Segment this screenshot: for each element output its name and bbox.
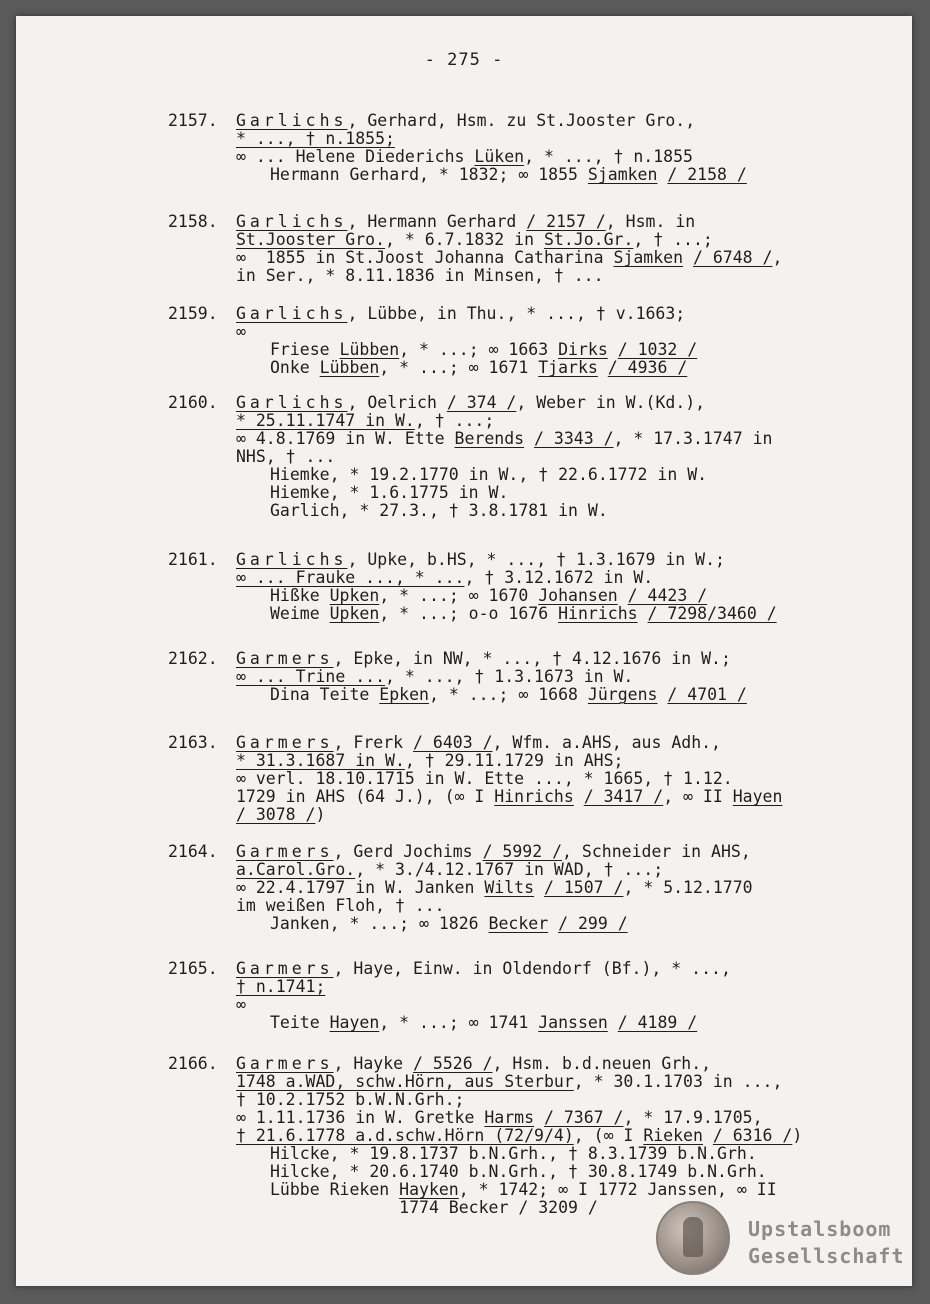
text-segment: [534, 1108, 544, 1127]
entry-line: [236, 448, 888, 466]
text-segment: ∞ 1855 in St.Joost Johanna Catharina: [236, 248, 614, 267]
text-segment: / 5526 /: [413, 1054, 493, 1073]
text-segment: NHS, † ...: [236, 447, 336, 466]
entry-number: 2157.: [168, 111, 218, 130]
entry-number: 2161.: [168, 550, 218, 569]
entry-number: 2166.: [168, 1054, 218, 1073]
text-segment: Hayken: [399, 1180, 459, 1199]
text-segment: / 4189 /: [617, 1013, 698, 1032]
text-segment: St.Jooster Gro.: [236, 230, 386, 249]
text-segment: Becker: [488, 914, 549, 933]
text-segment: Jürgens: [587, 685, 658, 704]
text-segment: Hilcke, * 19.8.1737 b.N.Grh., † 8.3.1739 b.N.Grh.: [270, 1144, 757, 1163]
document-page: [16, 16, 912, 1286]
family-name: Garlichs: [236, 212, 348, 231]
entry-body: [236, 843, 888, 933]
text-segment: , † 3.12.1672 in W.: [464, 568, 654, 587]
text-segment: , Weber in W.(Kd.),: [516, 393, 706, 412]
text-segment: Hayen: [732, 787, 783, 806]
text-segment: [657, 165, 667, 184]
text-segment: [608, 1013, 618, 1032]
text-segment: Sjamken: [587, 165, 658, 184]
text-segment: Hilcke, * 20.6.1740 b.N.Grh., † 30.8.1749 b.N.Grh.: [270, 1162, 767, 1181]
entry-line: [236, 650, 888, 668]
child-line: [236, 484, 888, 502]
text-segment: Hiemke, * 19.2.1770 in W., † 22.6.1772 in W.: [270, 465, 708, 484]
text-segment: / 4423 /: [627, 586, 708, 605]
text-segment: in Ser., * 8.11.1836 in Minsen, † ...: [236, 266, 604, 285]
entry-line: [236, 1073, 888, 1091]
text-segment: , Lübbe, in Thu., * ..., † v.1663;: [347, 304, 686, 323]
text-segment: / 4936 /: [607, 358, 688, 377]
text-segment: / 5992 /: [482, 842, 563, 861]
text-segment: * 31.3.1687 in W.: [236, 751, 405, 770]
child-line: [236, 1199, 888, 1217]
text-segment: ∞ ... Helene Diederichs: [236, 147, 475, 166]
text-segment: , Haye, Einw. in Oldendorf (Bf.), * ...,: [333, 959, 731, 978]
text-segment: Lüken: [474, 147, 525, 166]
entry-body: [236, 650, 888, 704]
text-segment: Hinrichs: [494, 787, 574, 806]
text-segment: , * ...; ∞ 1670: [379, 586, 539, 605]
society-logo-text: [748, 1216, 905, 1270]
text-segment: [608, 340, 618, 359]
text-segment: , * 30.1.1703 in ...,: [573, 1072, 783, 1091]
family-name: Garmers: [236, 649, 334, 668]
entry-line: [236, 412, 888, 430]
text-segment: ∞ 4.8.1769 in W. Ette: [236, 429, 455, 448]
text-segment: , ∞ II: [663, 787, 733, 806]
text-segment: / 2157 /: [526, 212, 606, 231]
text-segment: Hiemke, * 1.6.1775 in W.: [270, 483, 509, 502]
text-segment: ∞ ... Trine ...: [236, 667, 386, 686]
text-segment: Dirks: [558, 340, 608, 359]
text-segment: Wilts: [484, 878, 535, 897]
text-segment: / 6748 /: [692, 248, 773, 267]
entry-line: [236, 551, 888, 569]
text-segment: ∞ 1.11.1736 in W. Gretke: [236, 1108, 485, 1127]
seal-icon: [656, 1201, 730, 1275]
text-segment: 1748 a.WAD, schw.Hörn, aus Sterbur: [236, 1072, 574, 1091]
entry-number: 2163.: [168, 733, 218, 752]
entry-line: [236, 267, 888, 285]
entry-body: [236, 734, 888, 824]
family-name: Garmers: [236, 959, 334, 978]
entry-number: 2164.: [168, 842, 218, 861]
text-segment: Johansen: [538, 586, 618, 605]
entry-line: [236, 770, 888, 788]
text-segment: / 3417 /: [583, 787, 664, 806]
text-segment: , Wfm. a.AHS, aus Adh.,: [492, 733, 721, 752]
text-segment: † 10.2.1752 b.W.N.Grh.;: [236, 1090, 465, 1109]
child-line: [236, 605, 888, 623]
text-segment: , † ...;: [414, 411, 495, 430]
text-segment: Upken: [329, 586, 380, 605]
text-segment: , Hayke: [333, 1054, 414, 1073]
text-segment: ∞ 22.4.1797 in W. Janken: [236, 878, 485, 897]
child-line: [236, 359, 888, 377]
family-name: Garlichs: [236, 550, 348, 569]
entry-line: [236, 394, 888, 412]
text-segment: Weime: [270, 604, 330, 623]
text-segment: im weißen Floh, † ...: [236, 896, 445, 915]
text-segment: St.Jo.Gr.: [543, 230, 634, 249]
text-segment: Sjamken: [613, 248, 684, 267]
text-segment: Tjarks: [538, 358, 598, 377]
text-segment: [524, 429, 534, 448]
text-segment: , * 1742; ∞ I 1772 Janssen, ∞ II: [458, 1180, 777, 1199]
text-segment: Teite: [270, 1013, 330, 1032]
text-segment: , * ..., † n.1855: [524, 147, 693, 166]
text-segment: [534, 878, 544, 897]
text-segment: Dina Teite: [270, 685, 380, 704]
entry-body: [236, 394, 888, 520]
entry-line: [236, 305, 888, 323]
text-segment: , Oelrich: [347, 393, 447, 412]
text-segment: , (∞ I: [573, 1126, 644, 1145]
entry-body: [236, 213, 888, 285]
text-segment: / 7367 /: [543, 1108, 624, 1127]
entry-line: [236, 249, 888, 267]
child-line: [236, 1145, 888, 1163]
entry-number: 2162.: [168, 649, 218, 668]
text-segment: ∞: [236, 322, 246, 341]
entry-body: [236, 305, 888, 377]
text-segment: [548, 914, 558, 933]
entry-line: [236, 231, 888, 249]
entry-number: 2165.: [168, 959, 218, 978]
text-segment: , Epke, in NW, * ..., † 4.12.1676 in W.;: [333, 649, 731, 668]
logo-line-2: Gesellschaft: [748, 1244, 905, 1268]
entry-line: [236, 569, 888, 587]
text-segment: ∞ ... Frauke ..., * ...: [236, 568, 465, 587]
text-segment: 1774 Becker / 3209 /: [270, 1198, 598, 1217]
entry-line: [236, 752, 888, 770]
text-segment: [657, 685, 667, 704]
family-name: Garmers: [236, 842, 334, 861]
text-segment: Rieken: [643, 1126, 703, 1145]
text-segment: , Hsm. b.d.neuen Grh.,: [492, 1054, 712, 1073]
text-segment: Hermann Gerhard, * 1832; ∞ 1855: [270, 165, 588, 184]
entry-line: [236, 148, 888, 166]
text-segment: , Gerd Jochims: [333, 842, 483, 861]
entry-line: [236, 861, 888, 879]
child-line: [236, 587, 888, 605]
family-name: Garlichs: [236, 304, 348, 323]
text-segment: / 6403 /: [413, 733, 493, 752]
entry-line: [236, 668, 888, 686]
entry-line: [236, 323, 888, 341]
entry-line: [236, 1109, 888, 1127]
text-segment: Hinrichs: [558, 604, 638, 623]
text-segment: Harms: [484, 1108, 535, 1127]
entry-line: [236, 843, 888, 861]
entry-line: [236, 213, 888, 231]
entry-number: 2159.: [168, 304, 218, 323]
text-segment: [703, 1126, 713, 1145]
entry-number: 2158.: [168, 212, 218, 231]
family-name: Garmers: [236, 733, 334, 752]
text-segment: , Frerk: [333, 733, 414, 752]
text-segment: / 7298/3460 /: [647, 604, 777, 623]
family-name: Garmers: [236, 1054, 334, 1073]
text-segment: , † ...;: [633, 230, 713, 249]
text-segment: Upken: [329, 604, 380, 623]
entry-line: [236, 788, 888, 806]
child-line: [236, 1163, 888, 1181]
text-segment: Hayen: [329, 1013, 380, 1032]
text-segment: , * 17.9.1705,: [623, 1108, 763, 1127]
text-segment: , * ...; ∞ 1663: [399, 340, 559, 359]
entry-line: [236, 978, 888, 996]
text-segment: [598, 358, 608, 377]
text-segment: Berends: [454, 429, 525, 448]
page-number: - 275 -: [424, 50, 504, 70]
child-line: [236, 915, 888, 933]
child-line: [236, 502, 888, 520]
logo-line-1: Upstalsboom: [748, 1217, 892, 1241]
child-line: [236, 1181, 888, 1199]
entry-body: [236, 551, 888, 623]
text-segment: / 1507 /: [543, 878, 624, 897]
entry-body: [236, 1055, 888, 1217]
entry-line: [236, 112, 888, 130]
text-segment: ): [792, 1126, 803, 1145]
text-segment: , Hermann Gerhard: [347, 212, 527, 231]
entry-line: [236, 430, 888, 448]
entry-line: [236, 1055, 888, 1073]
text-segment: Friese: [270, 340, 340, 359]
text-segment: , * ...; ∞ 1741: [379, 1013, 539, 1032]
text-segment: † n.1741;: [236, 977, 326, 996]
text-segment: / 1032 /: [617, 340, 698, 359]
entry-number: 2160.: [168, 393, 218, 412]
text-segment: , * 6.7.1832 in: [385, 230, 544, 249]
text-segment: , * 3./4.12.1767 in WAD, † ...;: [355, 860, 664, 879]
entry-line: [236, 996, 888, 1014]
text-segment: Lübben: [339, 340, 400, 359]
text-segment: † 21.6.1778 a.d.schw.Hörn (72/9/4): [236, 1126, 574, 1145]
text-segment: , Gerhard, Hsm. zu St.Jooster Gro.,: [347, 111, 696, 130]
child-line: [236, 166, 888, 184]
text-segment: , * ...; o-o 1676: [379, 604, 559, 623]
text-segment: , * ...; ∞ 1671: [379, 358, 539, 377]
text-segment: / 6316 /: [712, 1126, 793, 1145]
child-line: [236, 466, 888, 484]
text-segment: a.Carol.Gro.: [236, 860, 356, 879]
child-line: [236, 1014, 888, 1032]
text-segment: , † 29.11.1729 in AHS;: [404, 751, 624, 770]
entry-line: [236, 130, 888, 148]
text-segment: / 4701 /: [667, 685, 747, 704]
text-segment: Lübben: [319, 358, 380, 377]
text-segment: , * 17.3.1747 in: [613, 429, 773, 448]
text-segment: , Upke, b.HS, * ..., † 1.3.1679 in W.;: [347, 550, 725, 569]
family-name: Garlichs: [236, 111, 348, 130]
text-segment: , * ..., † 1.3.1673 in W.: [385, 667, 634, 686]
text-segment: Garlich, * 27.3., † 3.8.1781 in W.: [270, 501, 608, 520]
text-segment: / 3078 /: [236, 805, 316, 824]
entry-line: [236, 897, 888, 915]
family-name: Garlichs: [236, 393, 348, 412]
entry-body: [236, 960, 888, 1032]
text-segment: Onke: [270, 358, 320, 377]
text-segment: ∞ verl. 18.10.1715 in W. Ette ..., * 1665, † 1.12.: [236, 769, 733, 788]
text-segment: ∞: [236, 995, 246, 1014]
entry-line: [236, 806, 888, 824]
text-segment: Janssen: [538, 1013, 608, 1032]
text-segment: Hißke: [270, 586, 330, 605]
text-segment: / 2158 /: [667, 165, 747, 184]
text-segment: / 299 /: [558, 914, 628, 933]
entry-body: [236, 112, 888, 184]
text-segment: / 3343 /: [534, 429, 614, 448]
text-segment: 1729 in AHS (64 J.), (∞ I: [236, 787, 495, 806]
text-segment: * 25.11.1747 in W.: [236, 411, 415, 430]
text-segment: ,: [772, 248, 783, 267]
text-segment: Janken, * ...; ∞ 1826: [270, 914, 489, 933]
entry-line: [236, 879, 888, 897]
text-segment: Epken: [379, 685, 429, 704]
text-segment: / 374 /: [446, 393, 517, 412]
entry-line: [236, 1091, 888, 1109]
text-segment: [574, 787, 584, 806]
text-segment: , * 5.12.1770: [623, 878, 753, 897]
entry-line: [236, 734, 888, 752]
text-segment: , Schneider in AHS,: [562, 842, 751, 861]
text-segment: [638, 604, 648, 623]
text-segment: [683, 248, 693, 267]
text-segment: , Hsm. in: [605, 212, 696, 231]
child-line: [236, 686, 888, 704]
entry-line: [236, 1127, 888, 1145]
text-segment: * ..., † n.1855;: [236, 129, 395, 148]
text-segment: ): [315, 805, 326, 824]
child-line: [236, 341, 888, 359]
text-segment: Lübbe Rieken: [270, 1180, 400, 1199]
text-segment: [618, 586, 628, 605]
entry-line: [236, 960, 888, 978]
text-segment: , * ...; ∞ 1668: [428, 685, 588, 704]
